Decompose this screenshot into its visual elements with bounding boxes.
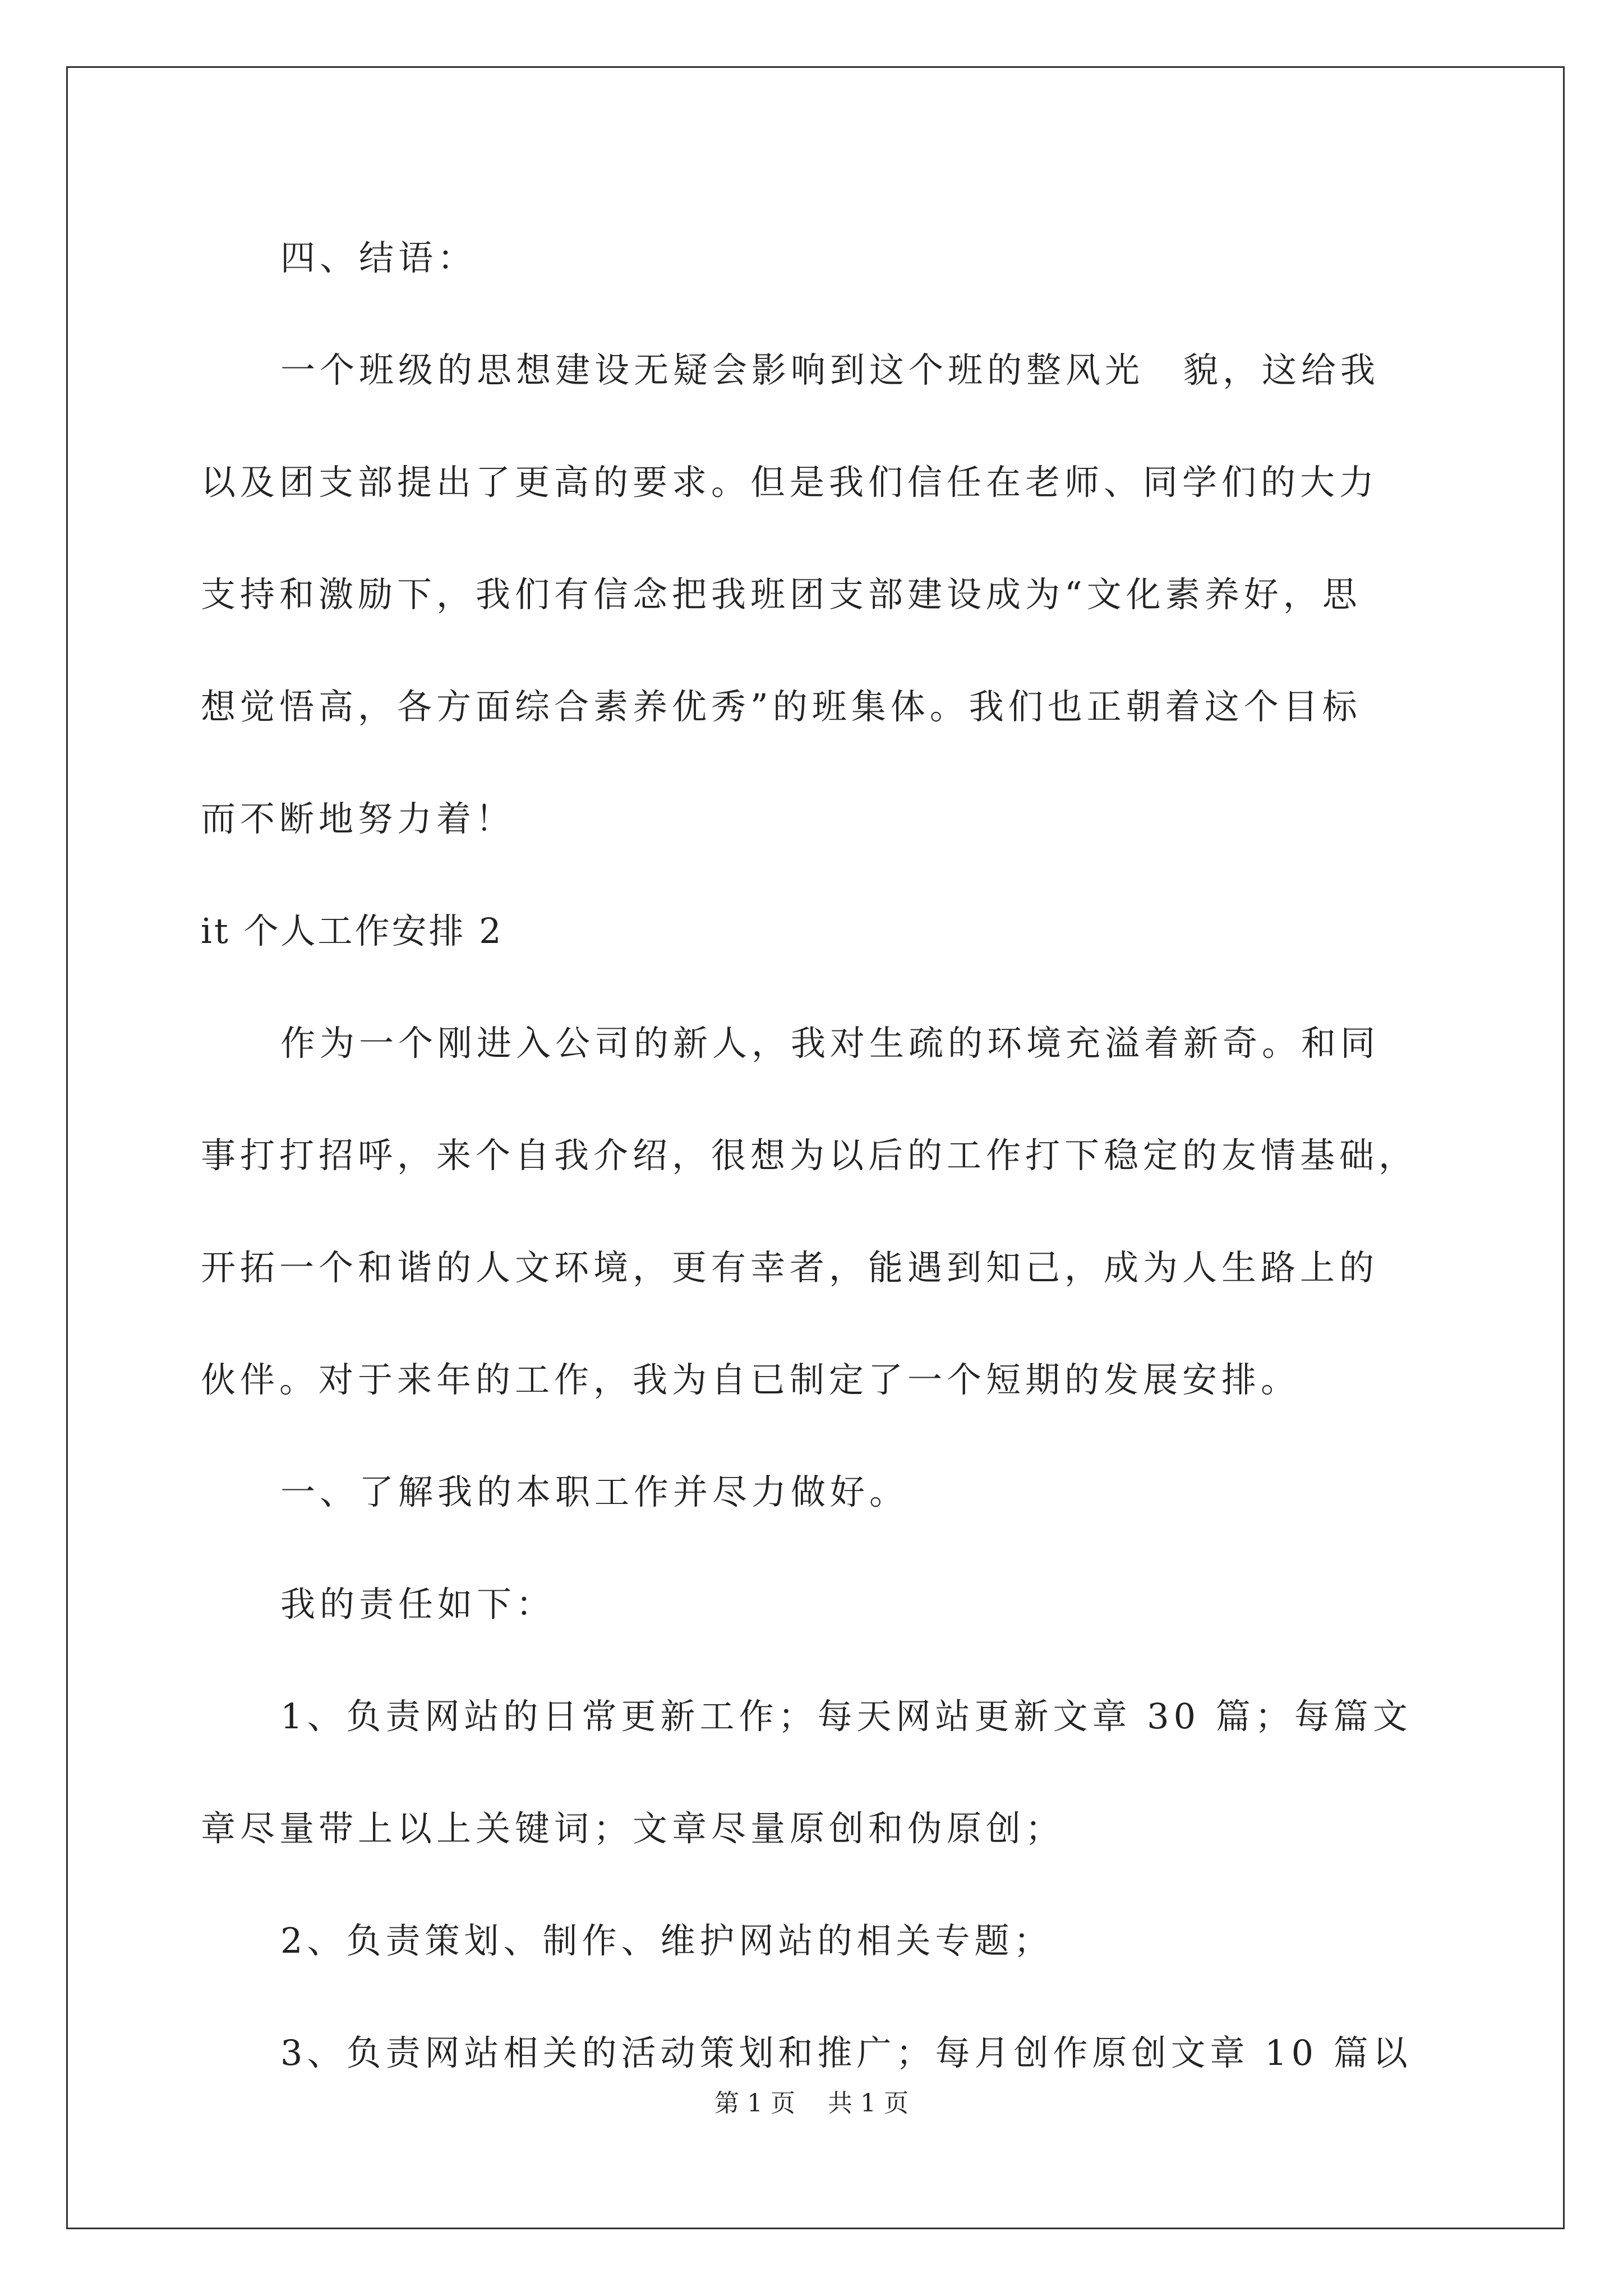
paragraph-line: 章尽量带上以上关键词；文章尽量原创和伪原创； bbox=[201, 1808, 1065, 1849]
paragraph-line: 作为一个刚进入公司的新人，我对生疏的环境充溢着新奇。和同 bbox=[280, 1023, 1380, 1064]
document-body bbox=[201, 202, 1435, 2109]
list-item-2: 2、负责策划、制作、维护网站的相关专题； bbox=[280, 1920, 1053, 1961]
paragraph-line: 支持和激励下，我们有信念把我班团支部建设成为“文化素养好，思 bbox=[201, 574, 1362, 615]
paragraph-line: 以及团支部提出了更高的要求。但是我们信任在老师、同学们的大力 bbox=[201, 462, 1379, 503]
paragraph-line: 我的责任如下： bbox=[280, 1584, 556, 1625]
paragraph-line: 开拓一个和谐的人文环境，更有幸者，能遇到知己，成为人生路上的 bbox=[201, 1247, 1379, 1288]
paragraph-line: 一个班级的思想建设无疑会影响到这个班的整风光 貌，这给我 bbox=[280, 349, 1380, 390]
paragraph-line: 伙伴。对于来年的工作，我为自已制定了一个短期的发展安排。 bbox=[201, 1359, 1301, 1400]
section-heading-one: 一、了解我的本职工作并尽力做好。 bbox=[280, 1471, 909, 1512]
list-item-1: 1、负责网站的日常更新工作；每天网站更新文章 30 篇；每篇文 bbox=[280, 1696, 1412, 1737]
paragraph-line: 事打打招呼，来个自我介绍，很想为以后的工作打下稳定的友情基础， bbox=[201, 1135, 1418, 1176]
paragraph-line: 想觉悟高，各方面综合素养优秀”的班集体。我们也正朝着这个目标 bbox=[201, 686, 1362, 727]
page-footer: 第 1 页 共 1 页 bbox=[714, 2089, 909, 2118]
section-heading-conclusion: 四、结语： bbox=[280, 237, 477, 278]
paragraph-line: 而不断地努力着！ bbox=[201, 798, 515, 839]
list-item-3: 3、负责网站相关的活动策划和推广；每月创作原创文章 10 篇以 bbox=[280, 2032, 1412, 2073]
article-title: it 个人工作安排 2 bbox=[201, 910, 504, 951]
